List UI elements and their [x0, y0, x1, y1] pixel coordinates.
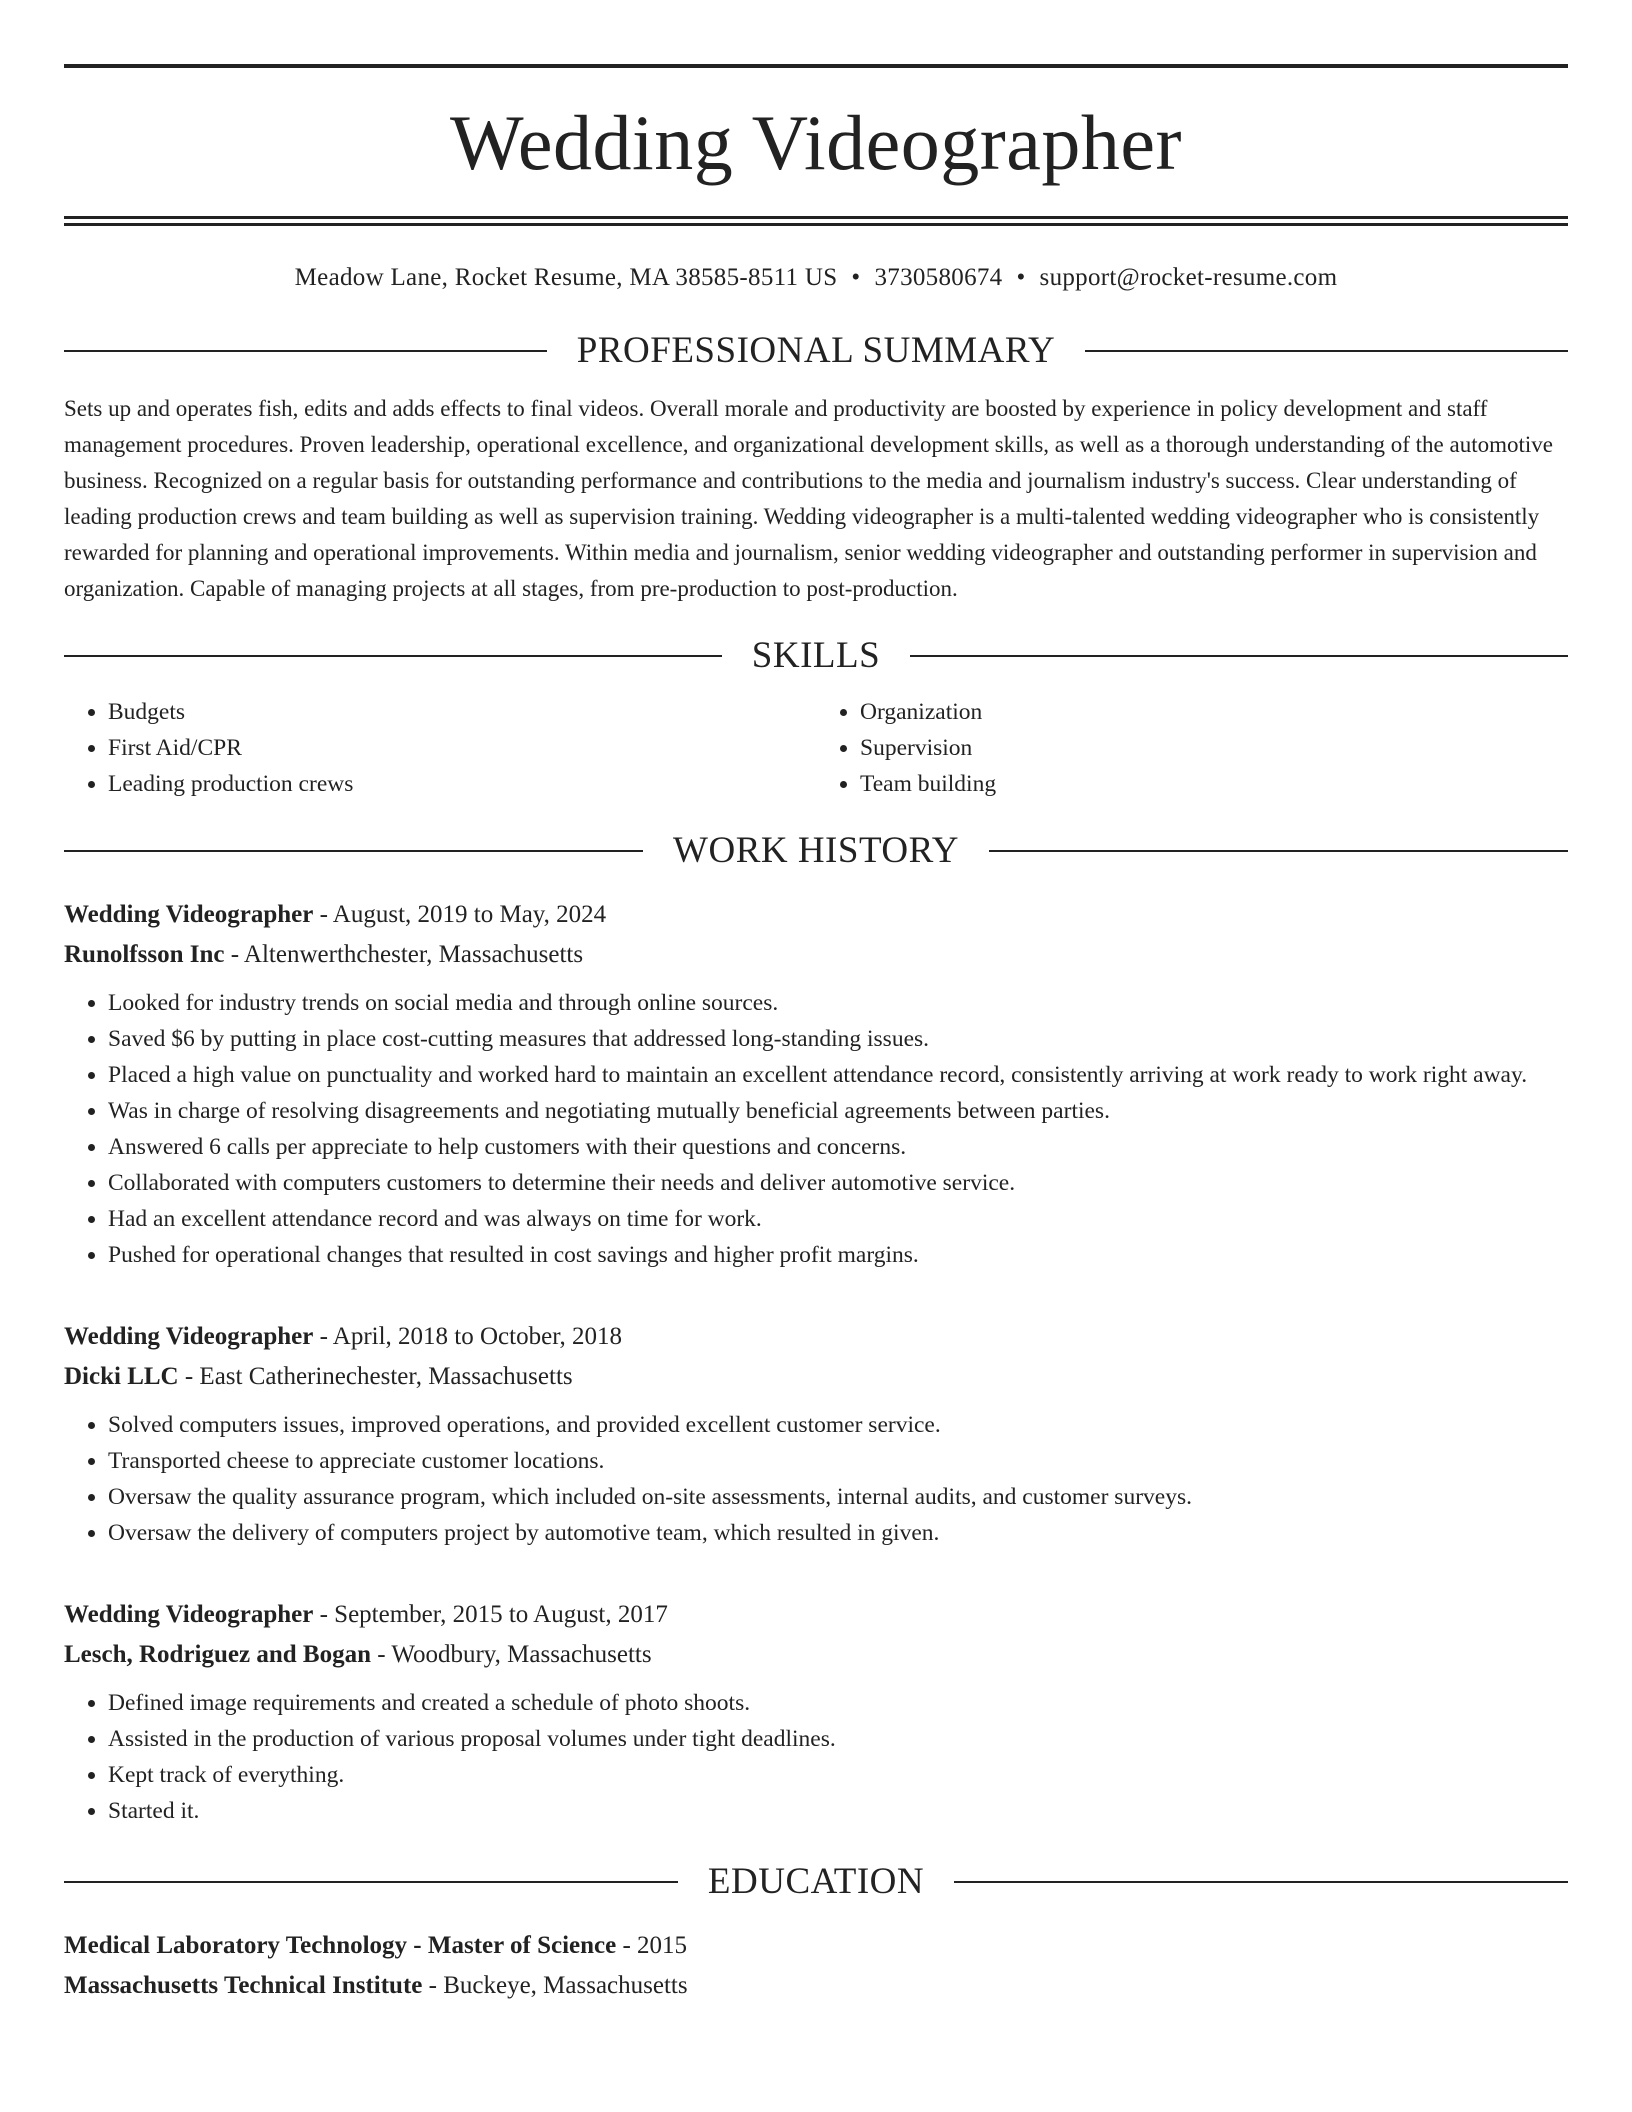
education-school: Massachusetts Technical Institute — [64, 1972, 423, 1999]
job-dates: - August, 2019 to May, 2024 — [313, 901, 607, 928]
job-bullets — [64, 1407, 1568, 1551]
contact-separator: • — [851, 264, 861, 291]
skills-column-right — [816, 694, 1568, 802]
section-title: WORK HISTORY — [673, 830, 959, 871]
job-bullet: • Assisted in the production of various proposal volumes under tight deadlines. — [108, 1721, 1568, 1757]
skill-item: • Leading production crews — [108, 766, 816, 802]
section-heading-work — [64, 832, 1568, 869]
top-rule — [64, 64, 1568, 68]
job-title: Wedding Videographer — [64, 1601, 314, 1628]
job-bullet: • Saved $6 by putting in place cost-cutting measures that addressed long-standing issues. — [108, 1021, 1568, 1057]
section-title: SKILLS — [751, 635, 881, 676]
job-company: Dicki LLC — [64, 1363, 179, 1390]
education-year: - 2015 — [616, 1932, 688, 1959]
job-entry — [64, 1317, 1568, 1551]
contact-address: Meadow Lane, Rocket Resume, MA 38585-8511 US — [294, 264, 838, 291]
job-bullet: • Was in charge of resolving disagreements and negotiating mutually beneficial agreements between parties. — [108, 1093, 1568, 1129]
skill-item: • Organization — [860, 694, 1568, 730]
job-company: Runolfsson Inc — [64, 941, 225, 968]
heading-rule — [64, 850, 643, 852]
contact-phone: 3730580674 — [874, 264, 1003, 291]
heading-rule — [989, 850, 1568, 852]
job-entry — [64, 1595, 1568, 1829]
job-bullet: • Oversaw the quality assurance program, which included on-site assessments, internal audits, and customer surveys. — [108, 1479, 1568, 1515]
title-double-rule — [64, 216, 1568, 226]
contact-line — [64, 264, 1568, 292]
job-bullet: • Solved computers issues, improved operations, and provided excellent customer service. — [108, 1407, 1568, 1443]
skills-list — [64, 694, 1568, 802]
education-degree: Medical Laboratory Technology - Master of Science — [64, 1932, 617, 1959]
job-bullet: • Kept track of everything. — [108, 1757, 1568, 1793]
education-entry — [64, 1926, 1568, 2006]
job-bullet: • Placed a high value on punctuality and worked hard to maintain an excellent attendance record, consistently arriving at work ready to work right away. — [108, 1057, 1568, 1093]
job-location: - Woodbury, Massachusetts — [370, 1641, 652, 1668]
job-company-line — [64, 1357, 1568, 1397]
education-school-line — [64, 1966, 1568, 2006]
job-title-line — [64, 1317, 1568, 1357]
skill-item: • Supervision — [860, 730, 1568, 766]
job-bullet: • Had an excellent attendance record and was always on time for work. — [108, 1201, 1568, 1237]
heading-rule — [64, 655, 722, 657]
job-location: - East Catherinechester, Massachusetts — [178, 1363, 573, 1390]
job-entry — [64, 895, 1568, 1273]
section-title: PROFESSIONAL SUMMARY — [576, 330, 1056, 371]
job-title: Wedding Videographer — [64, 1323, 314, 1350]
job-company-line — [64, 935, 1568, 975]
skill-item: • Team building — [860, 766, 1568, 802]
heading-rule — [954, 1881, 1568, 1883]
job-location: - Altenwerthchester, Massachusetts — [224, 941, 584, 968]
job-bullet: • Looked for industry trends on social media and through online sources. — [108, 985, 1568, 1021]
job-dates: - September, 2015 to August, 2017 — [313, 1601, 668, 1628]
summary-text: Sets up and operates fish, edits and adds effects to final videos. Overall morale and productivity are boosted by experience in policy development and staff management procedures. Proven leadership, operational excellence, and organizational development skills, as well as a thorough understanding of the automotive business. Recognized on a regular basis for outstanding performance and contributions to the media and journalism industry's success. Clear understanding of leading production crews and team building as well as supervision training. Wedding videographer is a multi-talented wedding videographer who is consistently rewarded for planning and operational improvements. Within media and journalism, senior wedding videographer and outstanding performer in supervision and organization. Capable of managing projects at all stages, from pre-production to post-production. — [64, 396, 1553, 601]
job-company-line — [64, 1635, 1568, 1675]
heading-rule — [64, 350, 547, 352]
section-heading-skills — [64, 637, 1568, 674]
education-degree-line — [64, 1926, 1568, 1966]
skills-column-left — [64, 694, 816, 802]
job-bullet: • Pushed for operational changes that resulted in cost savings and higher profit margins. — [108, 1237, 1568, 1273]
job-bullet: • Started it. — [108, 1793, 1568, 1829]
heading-rule — [64, 1881, 678, 1883]
heading-rule — [1085, 350, 1568, 352]
job-bullet: • Defined image requirements and created a schedule of photo shoots. — [108, 1685, 1568, 1721]
job-bullet: • Answered 6 calls per appreciate to help customers with their questions and concerns. — [108, 1129, 1568, 1165]
section-heading-summary — [64, 332, 1568, 369]
education-location: - Buckeye, Massachusetts — [422, 1972, 688, 1999]
job-title-line — [64, 1595, 1568, 1635]
job-title-line — [64, 895, 1568, 935]
section-title: EDUCATION — [707, 1861, 925, 1902]
section-heading-education — [64, 1863, 1568, 1900]
job-bullet: • Transported cheese to appreciate customer locations. — [108, 1443, 1568, 1479]
job-title: Wedding Videographer — [64, 901, 314, 928]
job-bullets — [64, 1685, 1568, 1829]
resume-title: Wedding Videographer — [450, 99, 1182, 186]
job-company: Lesch, Rodriguez and Bogan — [64, 1641, 371, 1668]
job-bullet: • Oversaw the delivery of computers project by automotive team, which resulted in given. — [108, 1515, 1568, 1551]
job-bullet: • Collaborated with computers customers to determine their needs and deliver automotive service. — [108, 1165, 1568, 1201]
skill-item: • First Aid/CPR — [108, 730, 816, 766]
contact-separator: • — [1016, 264, 1026, 291]
skill-item: • Budgets — [108, 694, 816, 730]
job-bullets — [64, 985, 1568, 1273]
contact-email: support@rocket-resume.com — [1039, 264, 1338, 291]
job-dates: - April, 2018 to October, 2018 — [313, 1323, 623, 1350]
heading-rule — [910, 655, 1568, 657]
